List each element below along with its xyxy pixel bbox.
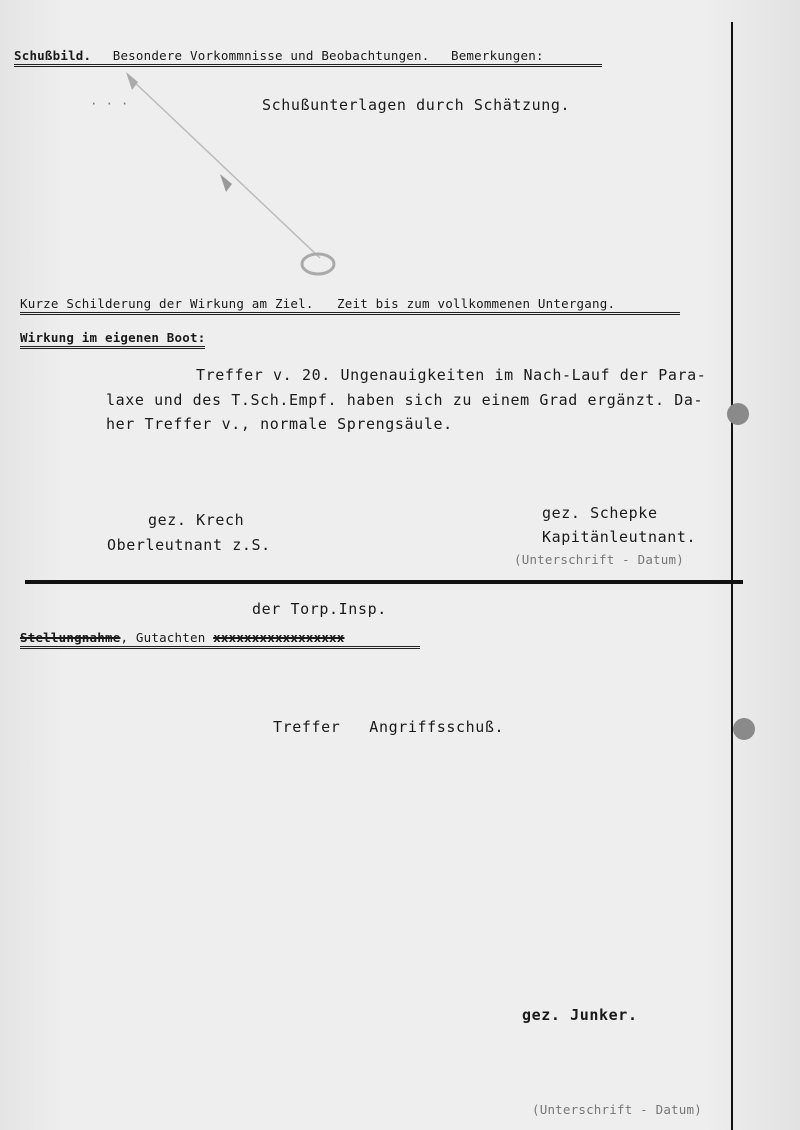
section-divider: [25, 580, 743, 584]
boat-effect-line-3: her Treffer v., normale Sprengsäule.: [106, 415, 453, 433]
target-effect-header: [20, 296, 680, 315]
left-signature-name: gez. Krech: [148, 511, 245, 529]
review-signer: gez. Junker.: [522, 1006, 638, 1024]
faint-marks: · · ·: [90, 96, 129, 111]
header-label-vorkommnisse: Besondere Vorkommnisse und Beobachtungen.: [112, 48, 430, 63]
punch-hole: [733, 718, 755, 740]
shot-data-note: Schußunterlagen durch Schätzung.: [262, 96, 571, 114]
boat-effect-line-2: laxe und des T.Sch.Empf. haben sich zu einem Grad ergänzt. Da-: [106, 391, 704, 409]
left-signature-rank: Oberleutnant z.S.: [107, 536, 271, 554]
boat-effect-line-1: Treffer v. 20. Ungenauigkeiten im Nach-Lauf der Para-: [196, 366, 707, 384]
struck-stellungnahme: Stellungnahme: [20, 630, 121, 645]
right-signature-rank: Kapitänleutnant.: [542, 528, 697, 546]
torpedo-track-sketch: [120, 68, 350, 288]
right-margin-rule: [731, 22, 733, 1130]
signature-caption-lower: (Unterschrift - Datum): [532, 1102, 702, 1117]
struck-text: xxxxxxxxxxxxxxxxx: [213, 630, 345, 645]
review-type-row: [20, 630, 420, 649]
target-effect-label: Kurze Schilderung der Wirkung am Ziel.: [20, 296, 314, 311]
right-signature-name: gez. Schepke: [542, 504, 658, 522]
review-verdict: Treffer Angriffsschuß.: [273, 718, 505, 736]
signature-caption-upper: (Unterschrift - Datum): [514, 552, 684, 567]
header-label-bemerkungen: Bemerkungen:: [450, 48, 544, 63]
header-row: [14, 48, 602, 67]
header-label-schussbild: Schußbild.: [14, 48, 92, 63]
gutachten-label: , Gutachten: [120, 630, 206, 645]
sinking-time-label: Zeit bis zum vollkommenen Untergang.: [337, 296, 616, 311]
punch-hole: [727, 403, 749, 425]
boat-effect-label: Wirkung im eigenen Boot:: [20, 330, 205, 349]
review-heading: der Torp.Insp.: [252, 600, 387, 618]
